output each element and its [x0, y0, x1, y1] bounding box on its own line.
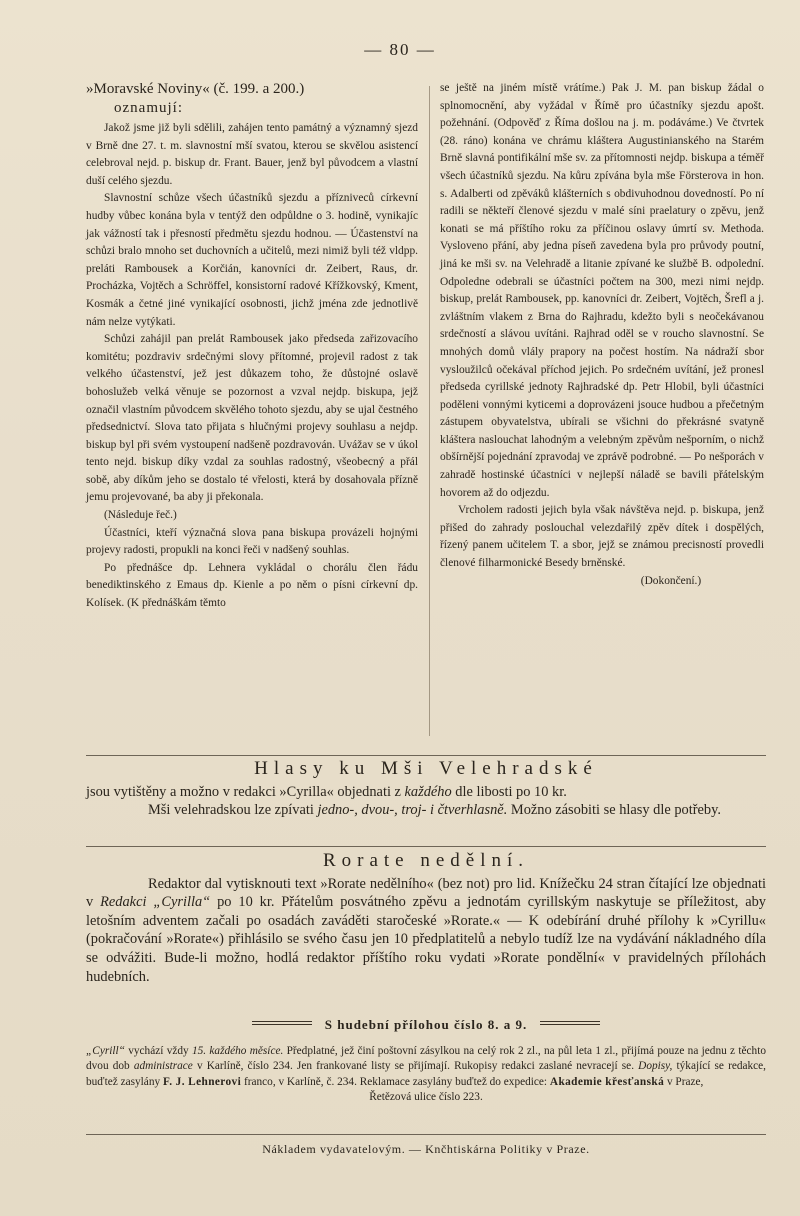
imprint: Nákladem vydavatelovým. — Knčhtiskárna Politiky v Praze.: [262, 1142, 590, 1156]
text-run-italic: jedno-, dvou-, troj- i čtverhlasně.: [317, 802, 508, 819]
expedition-name: Akademie křesťanská: [549, 1075, 665, 1088]
paragraph: Vrcholem radosti jejich byla však návštěva nejd. p. biskupa, jenž přišed do zahrady poslouchal velezdařilý zpěv dítek i dospělých, řízený panem učitelem T. a sbor, jejž se známou precisností provedli členové filharmonické Besedy brněnské.: [440, 504, 764, 570]
text-run: Možno zásobiti se hlasy dle potřeby.: [507, 802, 721, 819]
text-run: jsou vytištěny a možno v redakci »Cyrilla« objednati z: [86, 783, 405, 800]
page-number: — 80 —: [364, 40, 436, 59]
to-be-continued: (Dokončení.): [640, 574, 702, 587]
text-run-italic: každého: [404, 783, 452, 800]
editor-name: F. J. Lehnerovi: [162, 1075, 242, 1088]
notice-line: [86, 801, 766, 820]
paragraph: Účastníci, kteří význačná slova pana biskupa provázeli hojnými projevy radosti, propukli na konci řeči v nadšený souhlas.: [86, 526, 418, 557]
double-rule-right: [540, 1021, 600, 1025]
paragraph: Jakož jsme již byli sdělili, zahájen tento památný a významný sjezd v Brně dne 27. t. m. slavnostní mší svatou, kterou se skvělou asistencí celebroval nejd. p. biskup dr. Frant. Bauer, jenž byl původcem a vlastní duší celého sjezdu.: [86, 122, 418, 187]
notice-title: Hlasy ku Mši Velehradské: [254, 758, 598, 779]
text-run: v Praze,: [664, 1075, 704, 1088]
notice-line: [86, 783, 766, 802]
text-run: týkající se redakce, buďtež zasylány: [86, 1060, 767, 1088]
journal-name: „Cyrill“: [86, 1045, 125, 1057]
notice-title: Rorate nedělní.: [322, 850, 530, 871]
paragraph: se ještě na jiném místě vrátíme.) Pak J. M. pan biskup žádal o splnomocnění, aby vyžádal v Římě pro účastníky sjezdu apošt. požehnání. (Odpověď z Říma došlou na j. m. podáváme.) Ve čtvrtek (28. ráno) konána ve chrámu kláštera Augustinianského na Starém Brně slavná pontifikální mše sv. za přítomnosti nejdp. biskupa a téměř všech účastníků sjezdu. Na kůru zpívána byla mše Försterova in hon. s. Adalberti od zpěváků klášterních s obdivuhodnou dovedností. Po ní radili se někteří členové sjezdu v malé síni praelatury o zpěvu, jenž konati se má příštího roku za příčinou oslavy úmrtí sv. Methoda. Vysloveno přání, aby jedna píseň zavedena byla pro průvody poutní, jiná ke mši sv. na Velehradě a litanie zpívané ke službě B. odpolední. Odpoledne odebrali se účastníci počtem na 300, mezi nimi nejdp. biskup, prelát Rambousek, pp. kanovníci dr. Zeibert, Vojtěch, Šrefl a j. zvláštním vlakem z Brna do Rajhradu, kdežto byli s neočekávanou srdečností a slávou uvítáni. Rajhrad oděl se v roucho slavnostní. Se mnohých domů vlály prapory na počest hostím. Na nádraží sbor vysloužilců očekával příchod jejich. Po srdečném uvítání, jež pronesl předseda cyrillské jednoty Rajhradské dp. Petr Hlobil, byli účastníci poděleni vonnými kyticemi a doprovázeni jsouce hudbou a přečetným zástupem obyvatelstva, ubírali se všichni do překrásné svatyně kláštera naslouchat lahodným a velebným zpěvům nešporním, o nichž obšírnější pojednání zpravodaj ve zprávě podrobné. — Po nešporách v zahradě hostinské účastníci v nejlepší náladě se bavili přátelským hovorem až do odjezdu.: [440, 82, 764, 499]
divider-rule: [86, 1134, 766, 1135]
paragraph: Slavnostní schůze všech účastníků sjezdu a přízniveců církevní hudby vůbec konána byla v tentýž den odpůldne o 3. hodině, vynikajíc jak vážností tak i přesností předmětu sjezdu hodnou. — Účastenství na schůzi bralo mnoho set duchovních a učitelů, mezi nimiž byli též vldpp. preláti Rambousek a Korčián, kanovníci dr. Zeibert, Raus, dr. Procházka, Vojtěch a Schröffel, konsistorní radové Křížkovský, Kment, Kosmák a četné jiné vynikající osobnosti, jichž jména zde jednotlivě nám nelze vytýkati.: [86, 192, 418, 328]
article-heading: [86, 80, 418, 118]
text-run-italic: 15. každého měsíce.: [191, 1045, 284, 1057]
text-run: vychází vždy: [124, 1045, 192, 1057]
publisher-paragraph: [86, 1044, 766, 1106]
notice-paragraph: [86, 875, 766, 987]
paragraph: (Následuje řeč.): [104, 509, 177, 522]
paragraph: Schůzi zahájil pan prelát Rambousek jako předseda zařizovacího komitétu; pozdraviv srdečnými slovy přítomné, projevil radost z tak velkého účastenství, jež jest důkazem toho, že důstojné oslavě bohoslužeb velká věnuje se pozornost a vzval nejdp. biskupa, jejž označil vlastním původcem skvělého tohoto sjezdu, aby se ujal čestného předsednictví. Slova tato přijata s hlučnými projevy souhlasu a nejdp. biskup byl při svém vystoupení nadšeně pozdravován. Uvážav se v úkol tento nejd. biskup díky vzdal za souhlas radostný, všeobecný a přál sobě, aby díkům jeho se dostalo té vřelosti, která by dosahovala přízně jemu projevované, ba aby ji překonala.: [86, 333, 418, 504]
text-run: dle libosti po 10 kr.: [451, 783, 567, 800]
text-run: Mši velehradskou lze zpívati: [148, 802, 318, 819]
right-column: [440, 80, 764, 590]
notice-hlasy: [86, 760, 766, 820]
supplement-text: S hudební přílohou číslo 8. a 9.: [324, 1017, 528, 1032]
column-divider: [429, 86, 430, 736]
supplement-line: [86, 1014, 766, 1036]
heading-newspaper: »Moravské Noviny« (č. 199. a 200.): [86, 81, 305, 97]
text-run-italic: Redakci „Cyrilla“: [100, 894, 211, 911]
divider-rule: [86, 755, 766, 756]
text-run-italic: administrace: [133, 1060, 193, 1073]
two-column-article: [86, 80, 766, 752]
notice-rorate: [86, 852, 766, 986]
text-run: v Karlíně, číslo 234. Jen frankované listy se přijímají. Rukopisy redakci zaslané nevracejí se.: [192, 1060, 639, 1073]
publisher-info: [86, 1044, 766, 1106]
text-run-italic: Dopisy,: [638, 1060, 673, 1073]
text-run: Redaktor dal vytisknouti text »Rorate nedělního« (bez not) pro lid. Knížečku 24 stran čítající lze objednati v: [86, 875, 766, 911]
text-run: franco, v Karlíně, č. 234. Reklamace zasylány buďtež do expedice:: [241, 1075, 550, 1088]
left-column: [86, 80, 418, 613]
text-run: Předplatné, jež činí poštovní zásylkou na celý rok 2 zl., na půl leta 1 zl., přijímá pouze na jednu z těchto dvou dob: [86, 1045, 766, 1073]
divider-rule: [86, 846, 766, 847]
paragraph: Po přednášce dp. Lehnera vykládal o chorálu člen řádu benediktinského z Emaus dp. Kienle a po něm o písni církevní dp. Kolísek. (K přednáškám těmto: [86, 561, 418, 610]
address-line: Řetězová ulice číslo 223.: [369, 1091, 483, 1104]
text-run: po 10 kr. Přátelům posvátného zpěvu a jednotám cyrillským naskytuje se příležitost, aby letošním adventem začali po osadách zaváděti staročeské »Rorate.« — K odebírání druhé přílohy k »Cyrillu« (pokračování »Rorate«) přihlásilo se svého času jen 10 předplatitelů a nebylo tudíž lze na vydávání nákladného díla se odvážiti. Bude-li možno, hodlá redaktor příštího roku vydati »Rorate pondělní« v pravidelných přílohách hudebních.: [86, 894, 766, 985]
heading-sub: oznamují:: [114, 100, 183, 116]
